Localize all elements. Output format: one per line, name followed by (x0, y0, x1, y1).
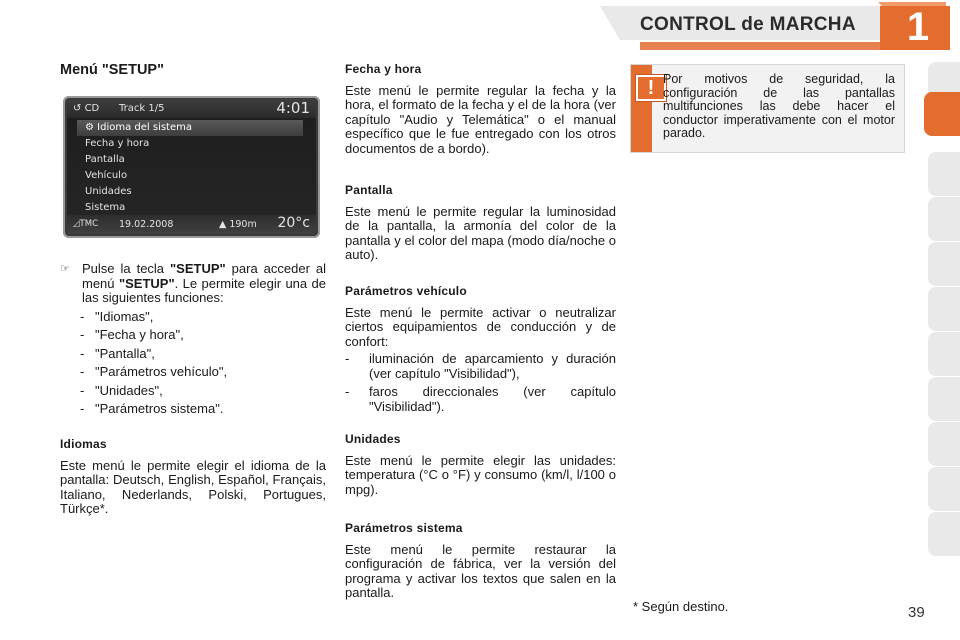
side-tab[interactable] (928, 467, 960, 511)
distance-label: ▲ 190m (219, 219, 257, 230)
source-label: ↺ CD (73, 103, 100, 114)
screen-bottom-bar (67, 215, 316, 234)
list-item: - "Fecha y hora", (80, 328, 326, 343)
arrow-icon: ▲ (219, 219, 230, 230)
list-item: - "Idiomas", (80, 310, 326, 325)
menu-item[interactable]: Fecha y hora (85, 138, 150, 149)
setup-menu-list (81, 120, 303, 216)
side-tab[interactable] (928, 287, 960, 331)
side-tabs (926, 62, 960, 577)
chapter-number: 1 (906, 5, 930, 49)
safety-warning-box (630, 64, 905, 153)
wrench-icon: ⚙ (85, 122, 98, 133)
side-tab[interactable] (928, 512, 960, 556)
side-tab[interactable] (928, 242, 960, 286)
menu-item[interactable]: Vehículo (85, 170, 128, 181)
display-screen (63, 96, 320, 238)
section-text: Este menú le permite regular la luminosidad de la pantalla, la armonía del color de la pantalla y el color del mapa (modo día/noche o auto). (345, 203, 616, 262)
vehiculo-section (345, 284, 616, 418)
footnote: * Según destino. (633, 599, 729, 614)
warning-text: Por motivos de seguridad, la configuración de las pantallas multifunciones las debe hacer el conductor imperativamente con el motor parado. (663, 72, 895, 140)
pantalla-section (345, 183, 616, 263)
list-item: - "Parámetros vehículo", (80, 365, 326, 380)
side-tab[interactable] (928, 422, 960, 466)
side-tab[interactable] (928, 152, 960, 196)
page-header (0, 0, 960, 52)
left-column (60, 60, 326, 78)
list-item: - "Pantalla", (80, 347, 326, 362)
screen-top-bar (67, 99, 316, 118)
section-title: Parámetros vehículo (345, 284, 467, 298)
menu-title: Menú "SETUP" (60, 62, 164, 78)
side-tab[interactable] (928, 377, 960, 421)
menu-item[interactable]: Unidades (85, 186, 132, 197)
section-text: Este menú le permite restaurar la configuración de fábrica, ver la versión del programa y activar los textos que salen en la pantalla. (345, 541, 616, 600)
list-item: - "Unidades", (80, 384, 326, 399)
side-tab[interactable] (928, 197, 960, 241)
menu-item[interactable]: Sistema (85, 202, 126, 213)
menu-item[interactable]: Pantalla (85, 154, 125, 165)
section-text: Este menú le permite elegir el idioma de la pantalla: Deutsch, English, Español, Français, Italiano, Nederlands, Polski, Portugues, Türkçe*. (60, 457, 326, 516)
list-item: - faros direccionales (ver capítulo "Visibilidad"). (345, 385, 616, 414)
instructions (60, 262, 326, 421)
list-item: - "Parámetros sistema". (80, 402, 326, 417)
page-number: 39 (908, 604, 925, 621)
sistema-section (345, 521, 616, 601)
track-label: Track 1/5 (119, 103, 165, 114)
vehiculo-list (345, 352, 616, 414)
pointer-icon: ☞ (60, 263, 70, 275)
tmc-label: ◿TMC (73, 219, 99, 229)
list-item: - iluminación de aparcamiento y duración (ver capítulo "Visibilidad"), (345, 352, 616, 381)
section-text: Este menú le permite regular la fecha y la hora, el formato de la fecha y el de la hora (ver capítulo "Audio y Telemática" o el manual específico que le fue entregado con los otros documentos de a bordo). (345, 82, 616, 156)
section-title: Pantalla (345, 183, 393, 197)
section-text: Este menú le permite elegir las unidades: temperatura (°C o °F) y consumo (km/l, l/100 o mpg). (345, 452, 616, 497)
options-list (60, 310, 326, 417)
section-title: Fecha y hora (345, 62, 422, 76)
side-tab[interactable] (928, 332, 960, 376)
section-title: Idiomas (60, 437, 107, 451)
unidades-section (345, 432, 616, 497)
section-text: Este menú le permite activar o neutralizar ciertos equipamientos de conducción y de confort: (345, 304, 616, 349)
clock: 4:01 (276, 99, 310, 117)
section-title: Parámetros sistema (345, 521, 463, 535)
date-label: 19.02.2008 (119, 219, 174, 230)
instruction-line: ☞ Pulse la tecla "SETUP" para acceder al menú "SETUP". Le permite elegir una de las siguientes funciones: (60, 261, 326, 305)
warning-icon: ! (636, 75, 666, 101)
chapter-title: CONTROL de MARCHA (640, 14, 856, 35)
temperature-label: 20°c (277, 215, 310, 231)
idiomas-section (60, 437, 326, 517)
section-title: Unidades (345, 432, 401, 446)
menu-item-selected[interactable]: ⚙ Idioma del sistema (77, 120, 303, 136)
fecha-section (345, 62, 616, 156)
side-tab-active[interactable] (924, 92, 960, 136)
